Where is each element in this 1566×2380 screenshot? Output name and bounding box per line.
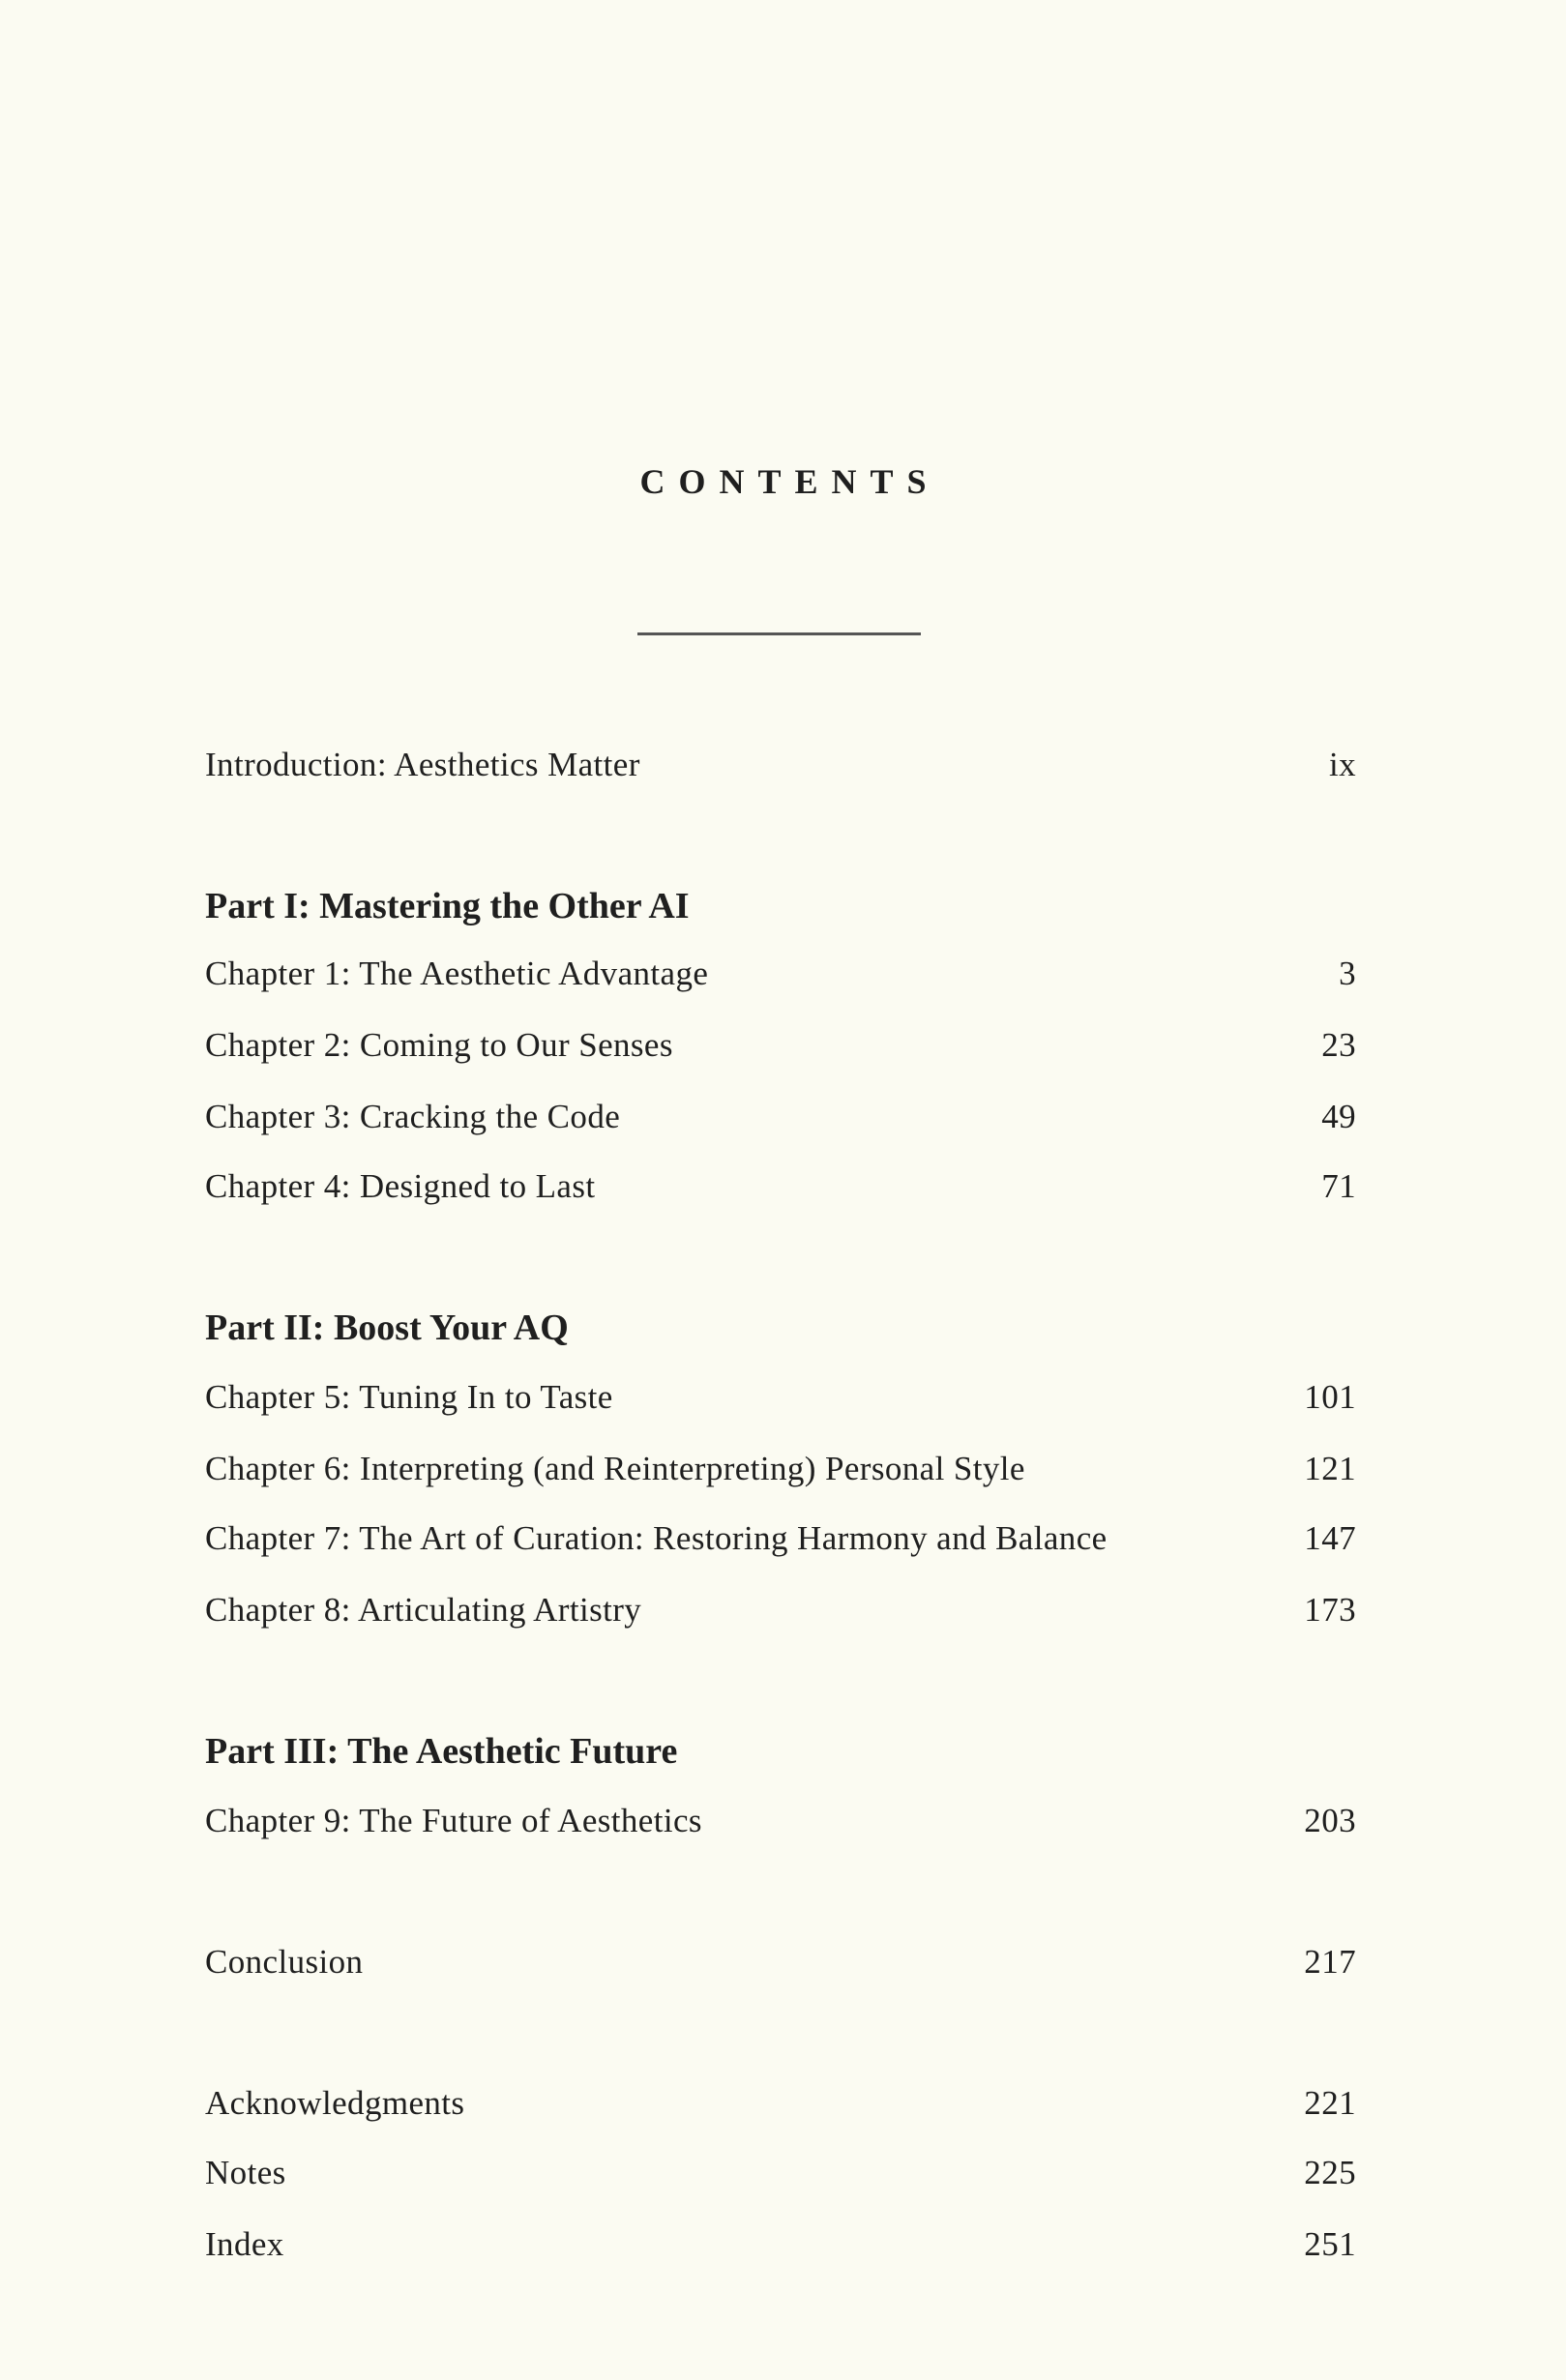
entry-label: Index bbox=[205, 2225, 284, 2263]
toc-entry-chapter-8[interactable] bbox=[205, 1586, 1356, 1634]
entry-page: 23 bbox=[1321, 1026, 1356, 1064]
toc-entry-chapter-7[interactable] bbox=[205, 1514, 1356, 1563]
entry-page: 221 bbox=[1304, 2084, 1356, 2122]
title-divider bbox=[637, 632, 921, 635]
toc-entry-chapter-9[interactable] bbox=[205, 1797, 1356, 1845]
entry-label: Chapter 5: Tuning In to Taste bbox=[205, 1378, 613, 1416]
entry-label: Acknowledgments bbox=[205, 2084, 465, 2122]
part-heading-3: Part III: The Aesthetic Future bbox=[205, 1731, 678, 1772]
entry-page: ix bbox=[1328, 746, 1356, 783]
toc-entry-chapter-5[interactable] bbox=[205, 1373, 1356, 1422]
toc-entry-chapter-4[interactable] bbox=[205, 1162, 1356, 1211]
toc-entry-chapter-2[interactable] bbox=[205, 1021, 1356, 1070]
entry-page: 101 bbox=[1304, 1378, 1356, 1416]
page-title: CONTENTS bbox=[639, 462, 940, 501]
entry-page: 71 bbox=[1321, 1167, 1356, 1205]
entry-label: Chapter 7: The Art of Curation: Restoring Harmony and Balance bbox=[205, 1519, 1108, 1557]
toc-entry-acknowledgments[interactable] bbox=[205, 2079, 1356, 2128]
part-heading-2: Part II: Boost Your AQ bbox=[205, 1308, 569, 1348]
toc-entry-chapter-3[interactable] bbox=[205, 1093, 1356, 1141]
entry-page: 3 bbox=[1339, 955, 1356, 992]
entry-label: Conclusion bbox=[205, 1943, 364, 1981]
entry-label: Chapter 1: The Aesthetic Advantage bbox=[205, 955, 709, 992]
entry-page: 147 bbox=[1304, 1519, 1356, 1557]
entry-page: 49 bbox=[1321, 1098, 1356, 1135]
toc-entry-introduction[interactable] bbox=[205, 741, 1356, 789]
entry-label: Chapter 4: Designed to Last bbox=[205, 1167, 596, 1205]
toc-entry-conclusion[interactable] bbox=[205, 1938, 1356, 1986]
entry-label: Chapter 6: Interpreting (and Reinterpreting) Personal Style bbox=[205, 1450, 1025, 1487]
entry-label: Notes bbox=[205, 2154, 286, 2191]
entry-label: Chapter 9: The Future of Aesthetics bbox=[205, 1802, 702, 1839]
toc-entry-chapter-6[interactable] bbox=[205, 1445, 1356, 1493]
part-heading-1: Part I: Mastering the Other AI bbox=[205, 886, 690, 926]
entry-label: Chapter 3: Cracking the Code bbox=[205, 1098, 621, 1135]
entry-page: 225 bbox=[1304, 2154, 1356, 2191]
entry-page: 121 bbox=[1304, 1450, 1356, 1487]
entry-page: 203 bbox=[1304, 1802, 1356, 1839]
toc-entry-chapter-1[interactable] bbox=[205, 950, 1356, 998]
toc-entry-notes[interactable] bbox=[205, 2149, 1356, 2197]
entry-label: Chapter 2: Coming to Our Senses bbox=[205, 1026, 673, 1064]
entry-page: 251 bbox=[1304, 2225, 1356, 2263]
entry-page: 173 bbox=[1304, 1591, 1356, 1629]
entry-label: Introduction: Aesthetics Matter bbox=[205, 746, 640, 783]
entry-label: Chapter 8: Articulating Artistry bbox=[205, 1591, 642, 1629]
toc-entry-index[interactable] bbox=[205, 2220, 1356, 2269]
entry-page: 217 bbox=[1304, 1943, 1356, 1981]
